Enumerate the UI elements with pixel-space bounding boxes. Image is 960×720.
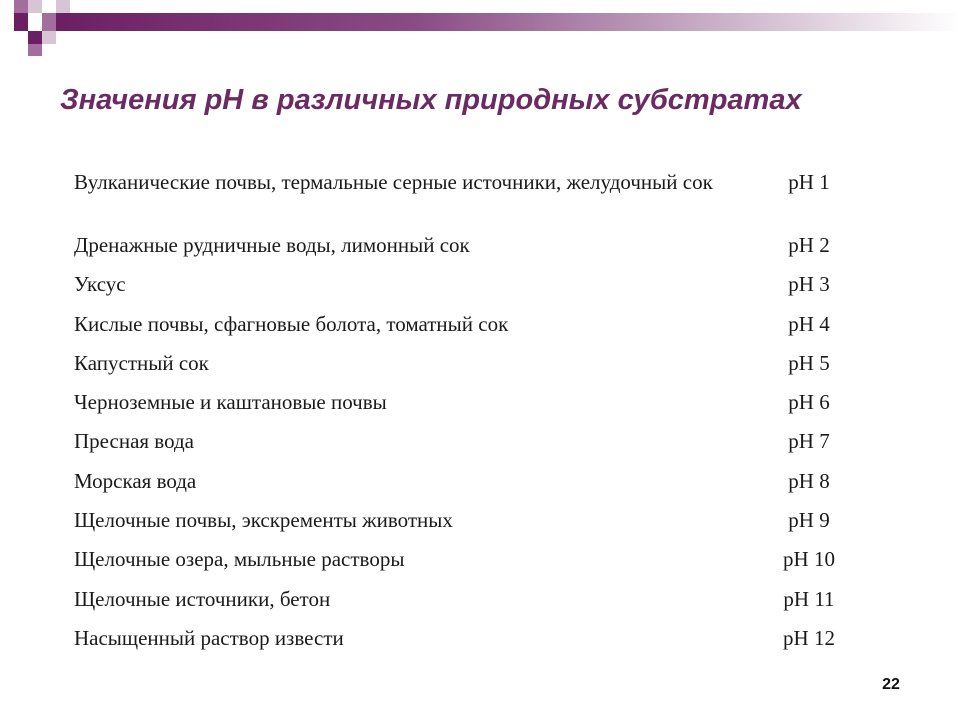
row-description: Щелочные озера, мыльные растворы [74,547,405,572]
table-row [74,349,874,388]
decor-square [56,0,70,13]
table-row [74,270,874,309]
row-ph-value: pH 11 [783,586,835,611]
row-description: Уксус [74,272,126,297]
row-description: Морская вода [74,468,197,493]
row-description: Насыщенный раствор извести [74,625,344,650]
decor-square [14,13,28,31]
page-number: 22 [882,676,900,693]
row-ph-value: pH 12 [783,625,835,650]
row-ph-value: pH 5 [788,350,830,375]
ph-table [74,168,874,663]
row-ph-value: pH 9 [788,508,830,533]
table-row [74,506,874,545]
row-description: Капустный сок [74,350,209,375]
row-ph-value: pH 7 [788,429,830,454]
row-description: Черноземные и каштановые почвы [74,390,387,415]
table-row [74,310,874,349]
row-description: Щелочные источники, бетон [74,586,331,611]
decor-square [28,0,42,13]
row-description: Вулканические почвы, термальные серные источники, желудочный сок [74,170,713,194]
table-row [74,231,874,270]
row-ph-value: pH 10 [783,547,835,572]
table-row [74,427,874,466]
row-description: Пресная вода [74,429,194,454]
row-description: Щелочные почвы, экскременты животных [74,508,453,533]
decor-square [14,0,28,13]
row-ph-value: pH 2 [788,233,830,257]
row-ph-value: pH 3 [788,272,830,297]
table-row [74,467,874,506]
table-row [74,585,874,624]
row-description: Дренажные рудничные воды, лимонный сок [74,233,470,257]
row-ph-value: pH 6 [788,390,830,415]
row-description: Кислые почвы, сфагновые болота, томатный сок [74,311,509,336]
table-row [74,388,874,427]
header-gradient-bar [56,13,960,31]
table-row [74,545,874,584]
table-row [74,624,874,663]
decor-square [42,13,56,31]
row-ph-value: pH 1 [788,170,830,194]
slide-title: Значения pH в различных природных субстратах [60,84,802,116]
decor-square [42,31,56,44]
table-row [74,168,874,231]
decor-square [28,44,42,56]
row-ph-value: pH 4 [788,311,830,336]
row-ph-value: pH 8 [788,468,830,493]
decor-square [28,31,42,44]
